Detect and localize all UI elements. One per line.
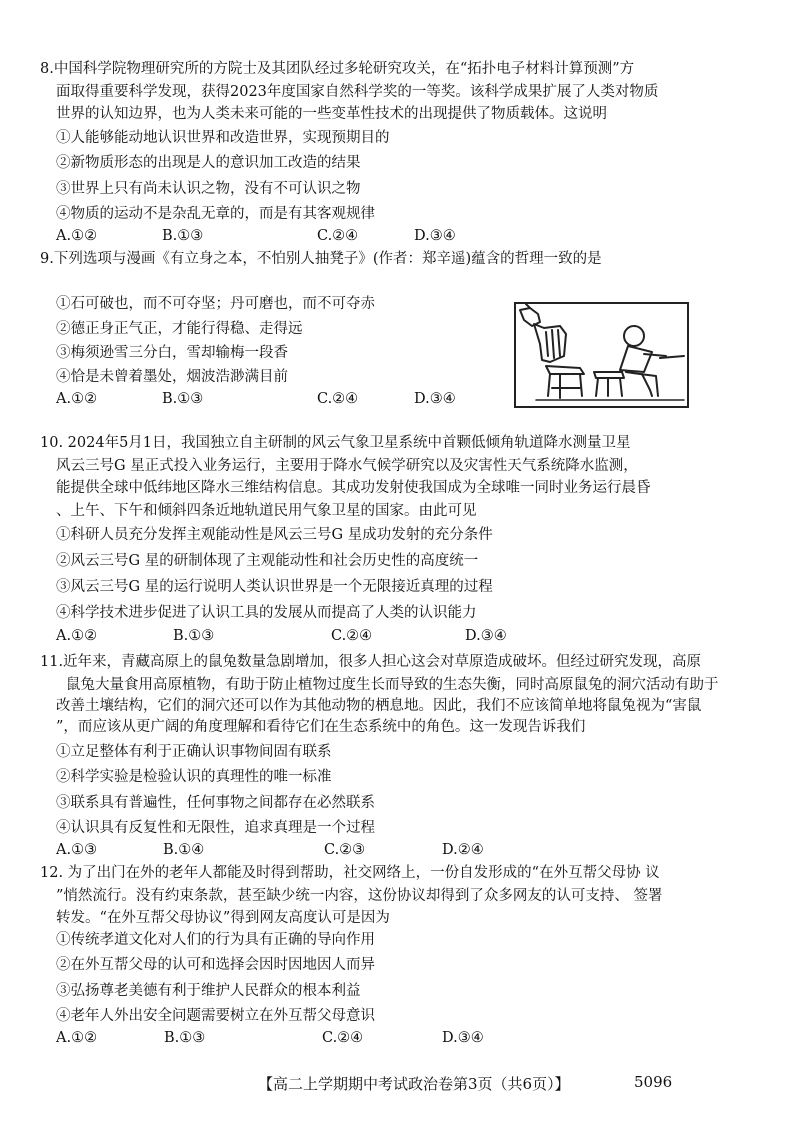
q11-choice-c: C.②③ — [324, 842, 366, 858]
q8-choice-b: B.①③ — [162, 228, 204, 244]
q8-stem-2: 面取得重要科学发现，获得2023年度国家自然科学奖的一等奖。该科学成果扩展了人类对物质 — [56, 84, 659, 100]
q9-choice-b: B.①③ — [162, 391, 204, 407]
q12-choice-a: A.①② — [56, 1030, 98, 1046]
q11-option-4: ④认识具有反复性和无限性，追求真理是一个过程 — [56, 820, 375, 836]
q10-choice-d: D.③④ — [465, 628, 507, 644]
q8-choice-c: C.②④ — [317, 228, 359, 244]
q12-option-4: ④老年人外出安全问题需要树立在外互帮父母意识 — [56, 1008, 375, 1024]
q11-option-3: ③联系具有普遍性，任何事物之间都存在必然联系 — [56, 795, 375, 811]
q12-choice-c: C.②④ — [322, 1030, 364, 1046]
q8-stem-1: 8.中国科学院物理研究所的方院士及其团队经过多轮研究攻关，在“拓扑电子材料计算预测”方 — [40, 61, 635, 77]
q8-option-2: ②新物质形态的出现是人的意识加工改造的结果 — [56, 155, 361, 171]
q12-option-2: ②在外互帮父母的认可和选择会因时因地因人而异 — [56, 957, 375, 973]
q9-option-3: ③梅须逊雪三分白，雪却输梅一段香 — [56, 345, 288, 361]
q10-option-4: ④科学技术进步促进了认识工具的发展从而提高了人类的认识能力 — [56, 605, 477, 621]
q8-option-4: ④物质的运动不是杂乱无章的，而是有其客观规律 — [56, 206, 375, 222]
q9-option-4: ④恰是未曾着墨处，烟波浩渺满目前 — [56, 369, 288, 385]
q12-choice-d: D.③④ — [442, 1030, 484, 1046]
q11-stem-3: 改善土壤结构，它们的洞穴还可以作为其他动物的栖息地。因此，我们不应该简单地将鼠兔视为“害鼠 — [56, 698, 702, 714]
q11-choice-b: B.①④ — [163, 842, 205, 858]
q11-choice-d: D.②④ — [442, 842, 484, 858]
q11-choice-a: A.①③ — [56, 842, 98, 858]
q10-choice-a: A.①② — [56, 628, 98, 644]
q12-stem-1: 12. 为了出门在外的老年人都能及时得到帮助，社交网络上，一份自发形成的“在外互帮父母协 议 — [40, 865, 660, 881]
q10-option-1: ①科研人员充分发挥主观能动性是风云三号G 星成功发射的充分条件 — [56, 527, 493, 543]
footer-code: 5096 — [634, 1073, 673, 1091]
q8-option-3: ③世界上只有尚未认识之物，没有不可认识之物 — [56, 181, 361, 197]
q11-stem-4: ”，而应该从更广阔的角度理解和看待它们在生态系统中的角色。这一发现告诉我们 — [56, 719, 586, 735]
q11-stem-1: 11.近年来，青藏高原上的鼠兔数量急剧增加，很多人担心这会对草原造成破坏。但经过研究发现，高原 — [40, 654, 702, 670]
q10-choice-c: C.②④ — [331, 628, 373, 644]
q12-option-3: ③弘扬尊老美德有利于维护人民群众的根本利益 — [56, 983, 361, 999]
q11-option-1: ①立足整体有利于正确认识事物间固有联系 — [56, 744, 332, 760]
q10-stem-2: 风云三号G 星正式投入业务运行，主要用于降水气候学研究以及灾害性天气系统降水监测， — [56, 458, 638, 474]
q8-choice-d: D.③④ — [414, 228, 456, 244]
q8-option-1: ①人能够能动地认识世界和改造世界，实现预期目的 — [56, 130, 390, 146]
footer-title: 【高二上学期期中考试政治卷第3页（共6页）】 — [258, 1075, 570, 1093]
q9-choice-c: C.②④ — [317, 391, 359, 407]
q10-choice-b: B.①③ — [173, 628, 215, 644]
q10-stem-4: 、上午、下午和倾斜四条近地轨道民用气象卫星的国家。由此可见 — [56, 503, 477, 519]
q12-stem-3: 转发。“在外互帮父母协议”得到网友高度认可是因为 — [56, 910, 390, 926]
q12-choice-b: B.①③ — [164, 1030, 206, 1046]
q10-option-3: ③风云三号G 星的运行说明人类认识世界是一个无限接近真理的过程 — [56, 579, 493, 595]
q12-stem-2: ”悄然流行。没有约束条款，甚至缺少统一内容，这份协议却得到了众多网友的认可支持、 签署 — [56, 888, 663, 904]
q10-option-2: ②风云三号G 星的研制体现了主观能动性和社会历史性的高度统一 — [56, 553, 479, 569]
q10-stem-1: 10. 2024年5月1日，我国独立自主研制的风云气象卫星系统中首颗低倾角轨道降水测量卫星 — [40, 435, 631, 451]
q8-choice-a: A.①② — [56, 228, 98, 244]
q12-option-1: ①传统孝道文化对人们的行为具有正确的导向作用 — [56, 932, 375, 948]
cartoon-image — [514, 302, 689, 408]
q9-choice-a: A.①② — [56, 391, 98, 407]
q10-stem-3: 能提供全球中低纬地区降水三维结构信息。其成功发射使我国成为全球唯一同时业务运行晨昏 — [56, 480, 651, 496]
q11-option-2: ②科学实验是检验认识的真理性的唯一标准 — [56, 769, 332, 785]
q9-stem-1: 9.下列选项与漫画《有立身之本，不怕别人抽凳子》(作者：郑辛遥)蕴含的哲理一致的是 — [40, 251, 602, 267]
q8-stem-3: 世界的认知边界，也为人类未来可能的一些变革性技术的出现提供了物质载体。这说明 — [56, 106, 607, 122]
cartoon-drawing — [516, 304, 687, 406]
q9-option-2: ②德正身正气正，才能行得稳、走得远 — [56, 321, 303, 337]
q11-stem-2: 鼠兔大量食用高原植物，有助于防止植物过度生长而导致的生态失衡，同时高原鼠兔的洞穴活动有助于 — [66, 677, 719, 693]
q9-option-1: ①石可破也，而不可夺坚；丹可磨也，而不可夺赤 — [56, 296, 375, 312]
q9-choice-d: D.③④ — [414, 391, 456, 407]
